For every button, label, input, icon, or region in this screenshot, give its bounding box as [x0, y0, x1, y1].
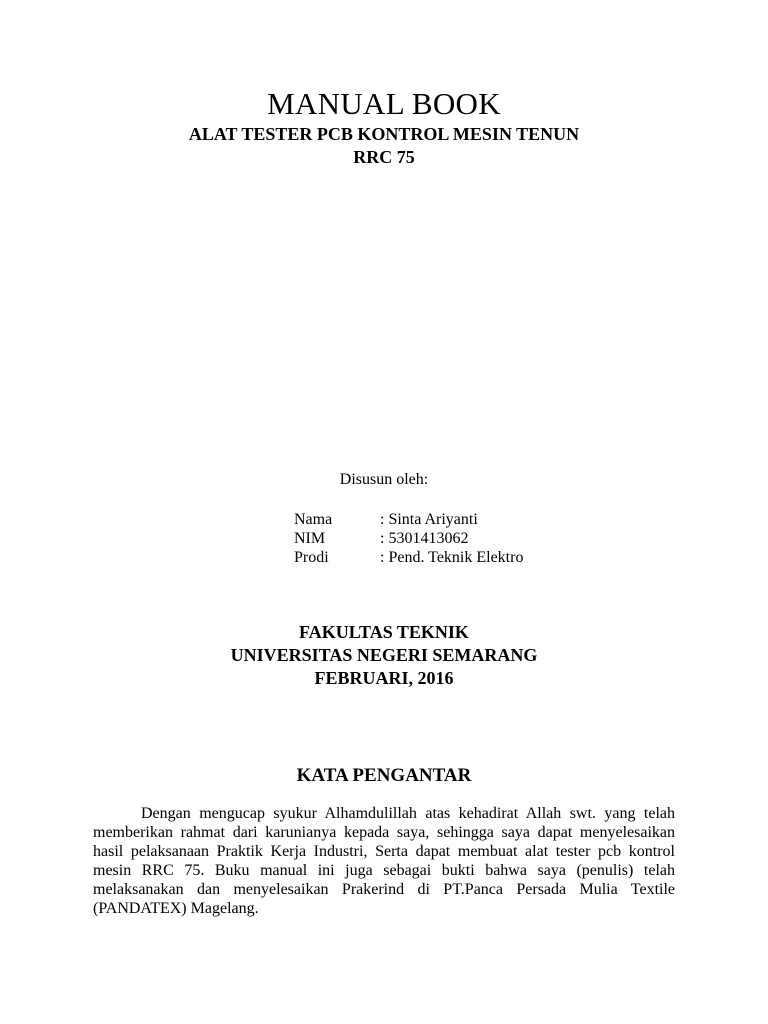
author-name-row: [294, 510, 478, 530]
author-prodi-row: [294, 548, 523, 568]
author-name-value: : Sinta Ariyanti: [380, 511, 478, 528]
document-title: MANUAL BOOK: [267, 86, 501, 121]
preface-heading: KATA PENGANTAR: [296, 765, 472, 786]
preface-paragraph: Dengan mengucap syukur Alhamdulillah atas kehadirat Allah swt. yang telah memberikan rahmat dari karunianya kepada saya, sehingga saya dapat menyelesaikan hasil pelaksanaan Praktik Kerja Industri, Serta dapat membuat alat tester pcb kontrol mesin RRC 75. Buku manual ini juga sebagai bukti bahwa saya (penulis) telah melaksanakan dan menyelesaikan Prakerind di PT.Panca Persada Mulia Textile (PANDATEX) Magelang.: [93, 805, 675, 917]
author-nim-label: NIM: [294, 530, 326, 547]
compiled-by-label: Disusun oleh:: [339, 471, 429, 488]
author-prodi-value: : Pend. Teknik Elektro: [380, 549, 524, 566]
faculty-name: FAKULTAS TEKNIK: [299, 622, 469, 642]
author-nim-row: [294, 529, 468, 549]
author-name-label: Nama: [294, 511, 333, 528]
document-subtitle-line1: ALAT TESTER PCB KONTROL MESIN TENUN: [188, 124, 580, 144]
university-name: UNIVERSITAS NEGERI SEMARANG: [230, 645, 538, 665]
publication-date: FEBRUARI, 2016: [314, 668, 454, 688]
author-nim-value: : 5301413062: [380, 530, 469, 547]
document-subtitle-line2: RRC 75: [353, 147, 415, 167]
author-prodi-label: Prodi: [294, 549, 329, 566]
